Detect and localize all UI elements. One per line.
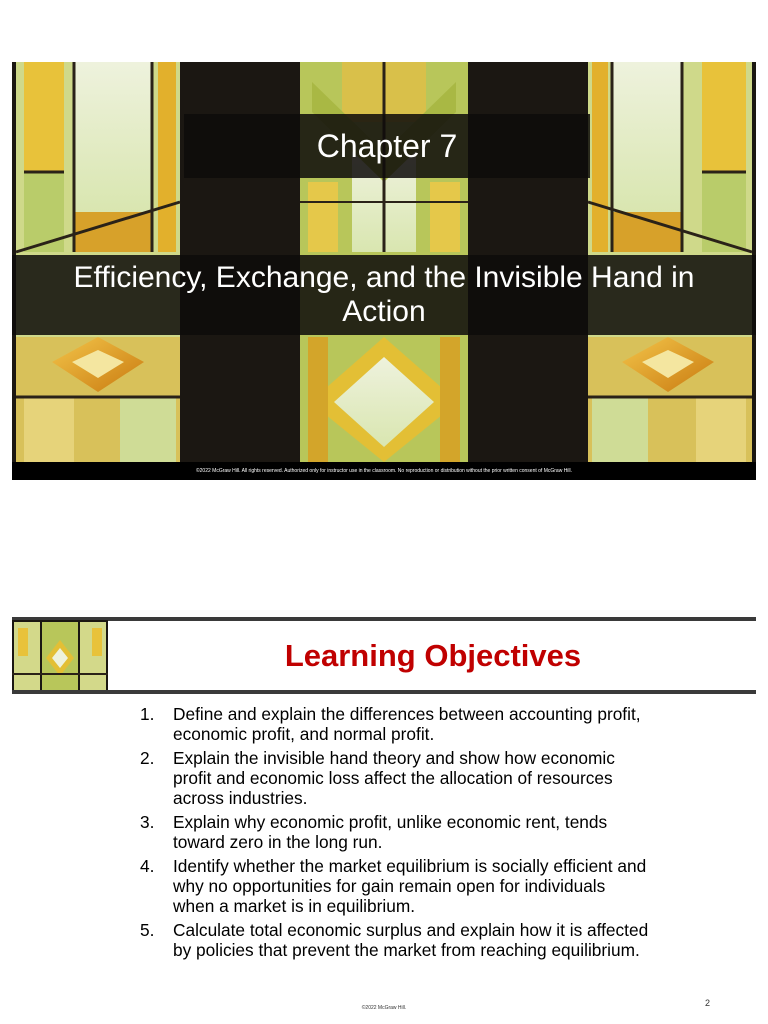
list-text: Explain why economic profit, unlike economic rent, tends toward zero in the long run.: [173, 812, 608, 852]
list-text: Calculate total economic surplus and explain how it is affected by policies that prevent the market from reaching equilibrium.: [173, 920, 649, 960]
learning-objectives-title: Learning Objectives: [284, 638, 582, 673]
top-rule: [12, 617, 756, 621]
chapter-title: Chapter 7: [316, 127, 458, 164]
title-slide: [12, 62, 756, 480]
list-item: [140, 748, 650, 808]
list-text: Explain the invisible hand theory and show how economic profit and economic loss affect the allocation of resources across industries.: [173, 748, 615, 808]
copyright-bar: [12, 462, 756, 480]
bottom-rule: [12, 690, 756, 694]
footer-copyright: ©2022 McGraw Hill.: [361, 1005, 407, 1011]
stained-glass-thumbnail: [12, 620, 108, 694]
chapter-subtitle: Efficiency, Exchange, and the Invisible Hand in Action: [73, 261, 695, 328]
objectives-list: [140, 704, 650, 964]
list-item: [140, 856, 650, 916]
list-item: [140, 812, 650, 852]
list-number: 4.: [140, 856, 155, 876]
list-number: 3.: [140, 812, 155, 832]
stained-glass-thumbnail-image: [12, 620, 108, 694]
list-text: Identify whether the market equilibrium is socially efficient and why no opportunities for gain remain open for individuals when a market is in equilibrium.: [173, 856, 647, 916]
list-text: Define and explain the differences between accounting profit, economic profit, and normal profit.: [173, 704, 641, 744]
chapter-title-band: [184, 114, 590, 178]
copyright-text: ©2022 McGraw Hill. All rights reserved. Authorized only for instructor use in the classroom. No reproduction or distribution without the prior written consent of McGraw Hill.: [195, 468, 573, 474]
list-number: 5.: [140, 920, 155, 940]
list-number: 1.: [140, 704, 155, 724]
list-number: 2.: [140, 748, 155, 768]
list-item: [140, 704, 650, 744]
chapter-subtitle-band: [12, 255, 756, 335]
list-item: [140, 920, 650, 960]
page-number: 2: [705, 998, 711, 1008]
